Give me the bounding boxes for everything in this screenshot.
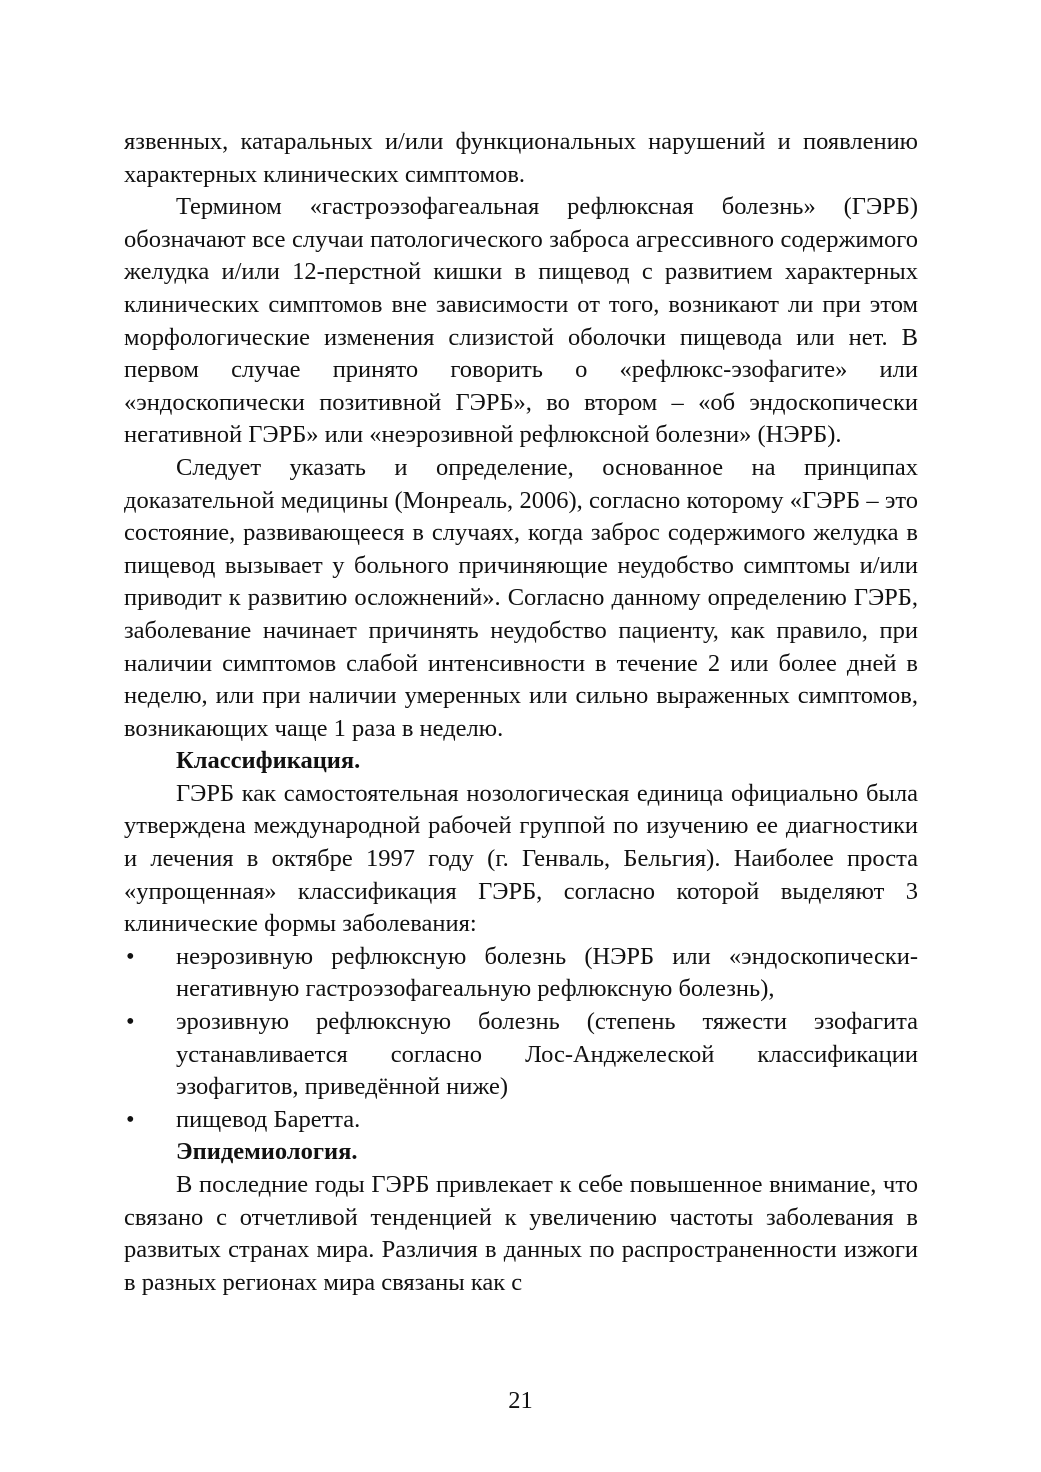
list-item-text: эрозивную рефлюксную болезнь (степень тяжести эзофагита устанавливается согласно Лос-Анджелеской классификации эзофагитов, приведённой ниже) (176, 1008, 918, 1101)
classification-list (124, 941, 918, 1137)
bullet-icon: • (126, 1105, 135, 1133)
paragraph-epidemiology: В последние годы ГЭРБ привлекает к себе повышенное внимание, что связано с отчетливой тенденцией к увеличению частоты заболевания в развитых странах мира. Различия в данных по распространенности изжоги в разных регионах мира связаны как с (124, 1171, 918, 1296)
paragraph-continuation: язвенных, катаральных и/или функциональных нарушений и появлению характерных клинических симптомов. (124, 128, 918, 188)
bullet-icon: • (126, 942, 135, 970)
paragraph-montreal-definition: Следует указать и определение, основанное на принципах доказательной медицины (Монреаль, 2006), согласно которому «ГЭРБ – это состояние, развивающееся в случаях, когда заброс содержимого желудка в пищевод вызывает у больного причиняющие неудобство симптомы и/или приводит к развитию осложнений». Согласно данному определению ГЭРБ, заболевание начинает причинять неудобство пациенту, как правило, при наличии симптомов слабой интенсивности в течение 2 или более дней в неделю, или при наличии умеренных или сильно выраженных симптомов, возникающих чаще 1 раза в неделю. (124, 453, 918, 742)
list-item-text: неэрозивную рефлюксную болезнь (НЭРБ или «эндоскопически-негативную гастроэзофагеальную рефлюксную болезнь), (176, 942, 918, 1003)
paragraph-gerd-definition: Термином «гастроэзофагеальная рефлюксная болезнь» (ГЭРБ) обозначают все случаи патологического заброса агрессивного содержимого желудка и/или 12-перстной кишки в пищевод с развитием характерных клинических симптомов вне зависимости от того, возникают ли при этом морфологические изменения слизистой оболочки пищевода или нет. В первом случае принято говорить о «рефлюкс-эзофагите» или «эндоскопически позитивной ГЭРБ», во втором – «об эндоскопически негативной ГЭРБ» или «неэрозивной рефлюксной болезни» (НЭРБ). (124, 193, 918, 449)
heading-classification: Классификация. (176, 747, 361, 775)
paragraph-classification: ГЭРБ как самостоятельная нозологическая единица официально была утверждена международной рабочей группой по изучению ее диагностики и лечения в октябре 1997 году (г. Генваль, Бельгия). Наиболее проста «упрощенная» классификация ГЭРБ, согласно которой выделяют 3 клинические формы заболевания: (124, 779, 918, 938)
page-number: 21 (508, 1387, 533, 1414)
bullet-icon: • (126, 1008, 135, 1036)
list-item-text: пищевод Баретта. (176, 1105, 361, 1133)
list-item (124, 1006, 918, 1104)
page-content (124, 126, 918, 1299)
heading-epidemiology: Эпидемиология. (176, 1138, 358, 1166)
list-item (124, 1104, 918, 1137)
list-item (124, 941, 918, 1006)
